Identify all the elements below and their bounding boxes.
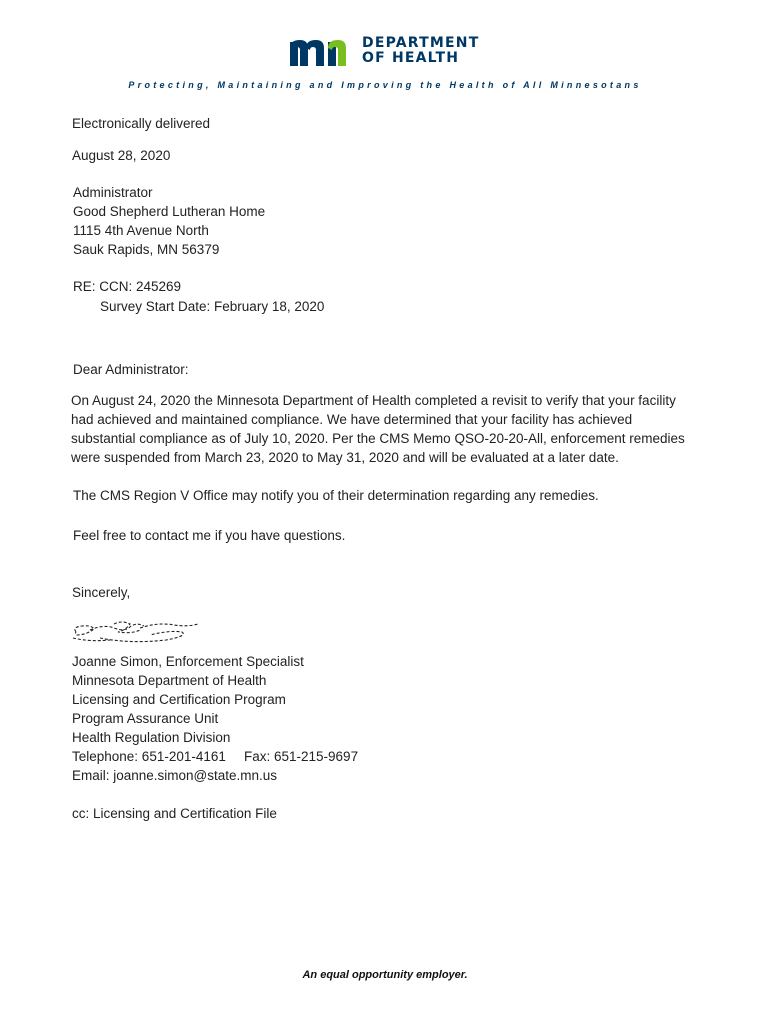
re-survey-date: Survey Start Date: February 18, 2020 (100, 299, 325, 314)
body-paragraph-2: The CMS Region V Office may notify you of their determination regarding any remedies. (73, 488, 599, 503)
body-line: were suspended from March 23, 2020 to May 31, 2020 and will be evaluated at a later date. (71, 450, 619, 465)
mn-logo-mark-icon (290, 34, 358, 66)
of-health-word: OF HEALTH (362, 50, 460, 66)
recipient-title: Administrator (73, 185, 153, 200)
letter-date: August 28, 2020 (72, 148, 171, 163)
body-paragraph-1 (71, 391, 711, 467)
signer-fax: Fax: 651-215-9697 (244, 749, 359, 764)
body-line: On August 24, 2020 the Minnesota Department of Health completed a revisit to verify that your facility (71, 393, 676, 408)
body-paragraph-3: Feel free to contact me if you have questions. (73, 528, 346, 543)
signer-email: Email: joanne.simon@state.mn.us (72, 768, 278, 783)
footer-eoe: An equal opportunity employer. (302, 969, 468, 981)
tagline: Protecting, Maintaining and Improving the Health of All Minnesotans (128, 80, 642, 90)
re-ccn: RE: CCN: 245269 (73, 279, 182, 294)
cc-line: cc: Licensing and Certification File (72, 806, 277, 821)
recipient-street: 1115 4th Avenue North (73, 223, 209, 238)
salutation: Dear Administrator: (73, 362, 189, 377)
signer-division: Health Regulation Division (72, 730, 231, 745)
signer-telephone: Telephone: 651-201-4161 (72, 749, 226, 764)
body-line: had achieved and maintained compliance. We have determined that your facility has achieved (71, 412, 633, 427)
signer-unit: Program Assurance Unit (72, 711, 219, 726)
mdh-logo (290, 34, 490, 68)
recipient-facility: Good Shepherd Lutheran Home (73, 204, 266, 219)
signer-org: Minnesota Department of Health (72, 673, 267, 688)
body-line: substantial compliance as of July 10, 2020. Per the CMS Memo QSO-20-20-All, enforcement remedies (71, 431, 685, 446)
signer-program: Licensing and Certification Program (72, 692, 286, 707)
signer-name-title: Joanne Simon, Enforcement Specialist (72, 654, 304, 669)
department-word: DEPARTMENT (362, 35, 480, 51)
recipient-city: Sauk Rapids, MN 56379 (73, 242, 220, 257)
closing: Sincerely, (72, 585, 131, 600)
signature-icon (70, 618, 210, 648)
delivery-method: Electronically delivered (72, 116, 211, 131)
